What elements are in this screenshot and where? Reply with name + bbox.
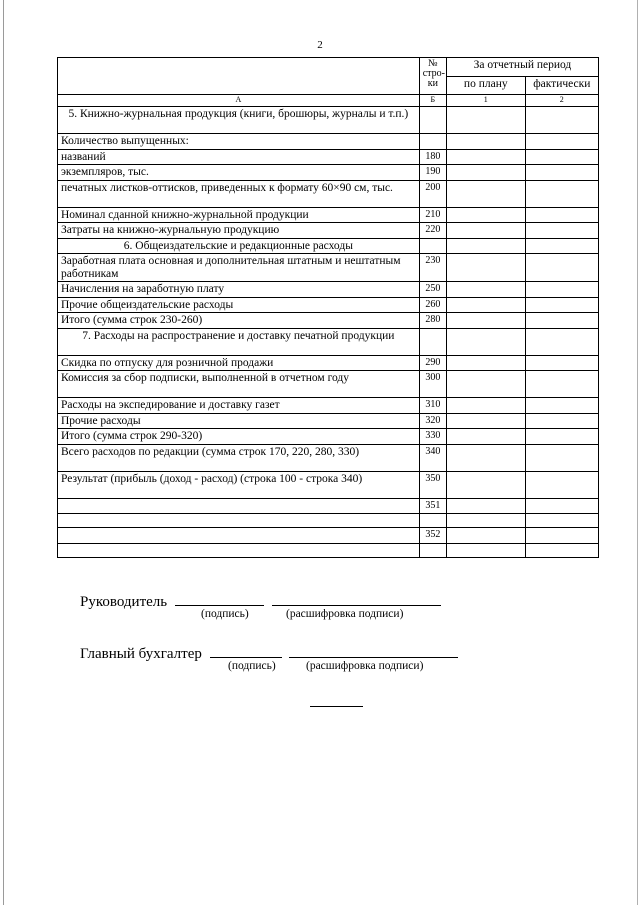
- plan-value-cell[interactable]: [446, 371, 525, 398]
- row-code-cell: [419, 543, 446, 557]
- header-plan: по плану: [446, 77, 525, 95]
- row-label-cell: [58, 514, 420, 528]
- plan-value-cell[interactable]: [446, 313, 525, 329]
- section-heading-cell: 7. Расходы на распространение и доставку печатной продукции: [58, 328, 420, 355]
- table-row: [58, 514, 599, 528]
- plan-value-cell[interactable]: [446, 149, 525, 165]
- row-label-cell: Результат (прибыль (доход - расход) (строка 100 - строка 340): [58, 471, 420, 498]
- row-code-cell: 230: [419, 254, 446, 282]
- row-code-cell: 340: [419, 444, 446, 471]
- index-cell-2: 2: [525, 95, 598, 107]
- row-code-cell: 180: [419, 149, 446, 165]
- index-cell-b: Б: [419, 95, 446, 107]
- row-label-cell: Количество выпущенных:: [58, 134, 420, 150]
- plan-value-cell[interactable]: [446, 165, 525, 181]
- plan-value-cell[interactable]: [446, 413, 525, 429]
- section-heading-cell: 6. Общеиздательские и редакционные расходы: [58, 238, 420, 254]
- row-label-cell: [58, 543, 420, 557]
- footer-rule: [310, 706, 363, 707]
- actual-value-cell[interactable]: [525, 471, 598, 498]
- row-label-cell: экземпляров, тыс.: [58, 165, 420, 181]
- actual-value-cell[interactable]: [525, 180, 598, 207]
- table-row: [58, 238, 599, 254]
- plan-value-cell[interactable]: [446, 297, 525, 313]
- actual-value-cell[interactable]: [525, 398, 598, 414]
- table-row: [58, 471, 599, 498]
- row-label-cell: Номинал сданной книжно-журнальной продукции: [58, 207, 420, 223]
- table-row: [58, 328, 599, 355]
- page-number: 2: [317, 39, 323, 51]
- header-actual: фактически: [525, 77, 598, 95]
- actual-value-cell[interactable]: [525, 328, 598, 355]
- row-label-cell: [58, 498, 420, 514]
- head-label: Руководитель: [80, 594, 168, 610]
- row-label-cell: Всего расходов по редакции (сумма строк 170, 220, 280, 330): [58, 444, 420, 471]
- row-label-cell: Итого (сумма строк 230-260): [58, 313, 420, 329]
- row-code-cell: 310: [419, 398, 446, 414]
- table-row: [58, 180, 599, 207]
- table-row: [58, 498, 599, 514]
- actual-value-cell[interactable]: [525, 207, 598, 223]
- table-row: [58, 429, 599, 445]
- row-code-cell: 190: [419, 165, 446, 181]
- row-label-cell: Прочие общеиздательские расходы: [58, 297, 420, 313]
- table-row: [58, 413, 599, 429]
- plan-value-cell[interactable]: [446, 398, 525, 414]
- plan-value-cell[interactable]: [446, 207, 525, 223]
- row-label-cell: Скидка по отпуску для розничной продажи: [58, 355, 420, 371]
- actual-value-cell[interactable]: [525, 297, 598, 313]
- actual-value-cell[interactable]: [525, 444, 598, 471]
- table-header-row: [58, 58, 599, 77]
- actual-value-cell[interactable]: [525, 429, 598, 445]
- table-row: [58, 371, 599, 398]
- plan-value-cell[interactable]: [446, 543, 525, 557]
- row-code-cell: 220: [419, 223, 446, 239]
- head-decode-line[interactable]: [272, 591, 441, 606]
- plan-value-cell[interactable]: [446, 282, 525, 298]
- table-row: [58, 313, 599, 329]
- scan-edge-right: [637, 0, 638, 905]
- row-code-cell: 300: [419, 371, 446, 398]
- row-label-cell: названий: [58, 149, 420, 165]
- actual-value-cell[interactable]: [525, 413, 598, 429]
- plan-value-cell[interactable]: [446, 180, 525, 207]
- plan-value-cell[interactable]: [446, 223, 525, 239]
- plan-value-cell[interactable]: [446, 107, 525, 134]
- header-blank-cell: [58, 58, 420, 95]
- table-row: [58, 165, 599, 181]
- table-row: [58, 543, 599, 557]
- header-reporting-period: За отчетный период: [446, 58, 598, 77]
- table-row: [58, 254, 599, 282]
- row-code-cell: 350: [419, 471, 446, 498]
- index-cell-1: 1: [446, 95, 525, 107]
- row-code-cell: [419, 238, 446, 254]
- table-row: [58, 134, 599, 150]
- table-row: [58, 297, 599, 313]
- actual-value-cell[interactable]: [525, 165, 598, 181]
- plan-value-cell[interactable]: [446, 254, 525, 282]
- actual-value-cell[interactable]: [525, 355, 598, 371]
- scan-edge-left: [3, 0, 4, 905]
- table-row: [58, 282, 599, 298]
- actual-value-cell[interactable]: [525, 134, 598, 150]
- actual-value-cell[interactable]: [525, 514, 598, 528]
- row-label-cell: Затраты на книжно-журнальную продукцию: [58, 223, 420, 239]
- row-code-cell: 320: [419, 413, 446, 429]
- plan-value-cell[interactable]: [446, 444, 525, 471]
- head-signature-line[interactable]: [175, 591, 264, 606]
- row-label-cell: [58, 528, 420, 544]
- accountant-signature-line[interactable]: [210, 643, 282, 658]
- plan-value-cell[interactable]: [446, 528, 525, 544]
- row-code-cell: [419, 134, 446, 150]
- row-code-cell: 290: [419, 355, 446, 371]
- actual-value-cell[interactable]: [525, 498, 598, 514]
- row-label-cell: Комиссия за сбор подписки, выполненной в отчетном году: [58, 371, 420, 398]
- table-row: [58, 107, 599, 134]
- actual-value-cell[interactable]: [525, 254, 598, 282]
- table-row: [58, 223, 599, 239]
- actual-value-cell[interactable]: [525, 223, 598, 239]
- row-code-cell: 351: [419, 498, 446, 514]
- accountant-label: Главный бухгалтер: [80, 646, 202, 662]
- head-decode-caption: (расшифровка подписи): [286, 608, 404, 620]
- table-index-row: [58, 95, 599, 107]
- table-row: [58, 207, 599, 223]
- head-signature-caption: (подпись): [201, 608, 249, 620]
- actual-value-cell[interactable]: [525, 238, 598, 254]
- plan-value-cell[interactable]: [446, 471, 525, 498]
- row-label-cell: Начисления на заработную плату: [58, 282, 420, 298]
- table-row: [58, 444, 599, 471]
- row-label-cell: Прочие расходы: [58, 413, 420, 429]
- table-row: [58, 528, 599, 544]
- plan-value-cell[interactable]: [446, 498, 525, 514]
- row-code-cell: 200: [419, 180, 446, 207]
- row-code-cell: 280: [419, 313, 446, 329]
- actual-value-cell[interactable]: [525, 149, 598, 165]
- plan-value-cell[interactable]: [446, 355, 525, 371]
- plan-value-cell[interactable]: [446, 328, 525, 355]
- actual-value-cell[interactable]: [525, 543, 598, 557]
- actual-value-cell[interactable]: [525, 528, 598, 544]
- table-row: [58, 355, 599, 371]
- row-code-cell: 250: [419, 282, 446, 298]
- actual-value-cell[interactable]: [525, 282, 598, 298]
- header-row-number: № стро- ки: [419, 58, 446, 95]
- actual-value-cell[interactable]: [525, 313, 598, 329]
- row-code-cell: 352: [419, 528, 446, 544]
- table-row: [58, 398, 599, 414]
- row-label-cell: Заработная плата основная и дополнительная штатным и нештатным работникам: [58, 254, 420, 282]
- actual-value-cell[interactable]: [525, 371, 598, 398]
- row-code-cell: 260: [419, 297, 446, 313]
- accountant-decode-line[interactable]: [289, 643, 458, 658]
- plan-value-cell[interactable]: [446, 238, 525, 254]
- row-label-cell: Итого (сумма строк 290-320): [58, 429, 420, 445]
- row-label-cell: печатных листков-оттисков, приведенных к формату 60×90 см, тыс.: [58, 180, 420, 207]
- table-row: [58, 149, 599, 165]
- plan-value-cell[interactable]: [446, 429, 525, 445]
- plan-value-cell[interactable]: [446, 514, 525, 528]
- index-cell-a: А: [58, 95, 420, 107]
- row-code-cell: 210: [419, 207, 446, 223]
- accountant-signature-caption: (подпись): [228, 660, 276, 672]
- row-label-cell: Расходы на экспедирование и доставку газет: [58, 398, 420, 414]
- row-code-cell: [419, 107, 446, 134]
- row-code-cell: 330: [419, 429, 446, 445]
- row-code-cell: [419, 328, 446, 355]
- accountant-decode-caption: (расшифровка подписи): [306, 660, 424, 672]
- actual-value-cell[interactable]: [525, 107, 598, 134]
- plan-value-cell[interactable]: [446, 134, 525, 150]
- row-code-cell: [419, 514, 446, 528]
- table-body: [58, 107, 599, 558]
- report-table: [57, 57, 599, 558]
- section-heading-cell: 5. Книжно-журнальная продукция (книги, брошюры, журналы и т.п.): [58, 107, 420, 134]
